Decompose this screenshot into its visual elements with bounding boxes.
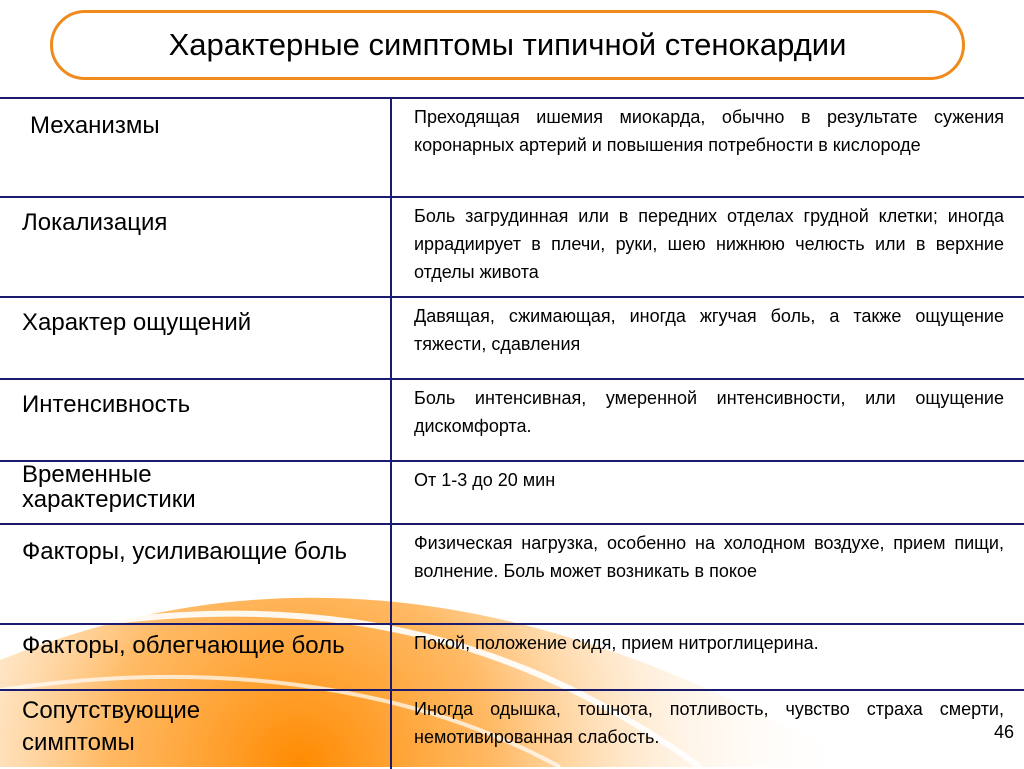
column-divider <box>390 298 392 378</box>
column-divider <box>390 99 392 196</box>
row-description: Давящая, сжимающая, иногда жгучая боль, а также ощущение тяжести, сдавления <box>414 306 1004 354</box>
table-row <box>0 380 1024 462</box>
table-row <box>0 462 1024 525</box>
column-divider <box>390 380 392 460</box>
title-frame <box>50 10 965 80</box>
row-description: От 1-3 до 20 мин <box>414 470 556 490</box>
page-title: Характерные симптомы типичной стенокардии <box>168 27 847 62</box>
row-label: Механизмы <box>30 112 160 139</box>
row-description: Покой, положение сидя, прием нитроглицерина. <box>414 633 819 653</box>
table-row <box>0 625 1024 691</box>
row-label: Сопутствующие симптомы <box>22 697 201 756</box>
column-divider <box>390 462 392 523</box>
row-description: Преходящая ишемия миокарда, обычно в результате сужения коронарных артерий и повышения потребности в кислороде <box>414 107 1004 155</box>
column-divider <box>390 691 392 769</box>
row-description: Физическая нагрузка, особенно на холодном воздухе, прием пищи, волнение. Боль может возникать в покое <box>414 533 1004 581</box>
table-row <box>0 525 1024 625</box>
row-description: Боль загрудинная или в передних отделах грудной клетки; иногда иррадиирует в плечи, руки, шею нижнюю челюсть или в верхние отделы живота <box>414 206 1004 282</box>
table-row <box>0 97 1024 198</box>
row-label: Локализация <box>22 209 168 236</box>
table-row <box>0 198 1024 298</box>
table-row <box>0 298 1024 380</box>
row-label: Факторы, усиливающие боль <box>22 538 347 565</box>
row-description: Боль интенсивная, умеренной интенсивности, или ощущение дискомфорта. <box>414 388 1004 436</box>
column-divider <box>390 525 392 623</box>
table-row <box>0 691 1024 769</box>
symptoms-table <box>0 97 1024 769</box>
row-description: Иногда одышка, тошнота, потливость, чувство страха смерти, немотивированная слабость. <box>414 699 1004 747</box>
page-number: 46 <box>993 722 1014 742</box>
column-divider <box>390 625 392 689</box>
row-label: Интенсивность <box>22 391 191 418</box>
column-divider <box>390 198 392 296</box>
row-label: Временные характеристики <box>22 461 196 513</box>
row-label: Факторы, облегчающие боль <box>22 632 345 659</box>
row-label: Характер ощущений <box>22 309 252 336</box>
